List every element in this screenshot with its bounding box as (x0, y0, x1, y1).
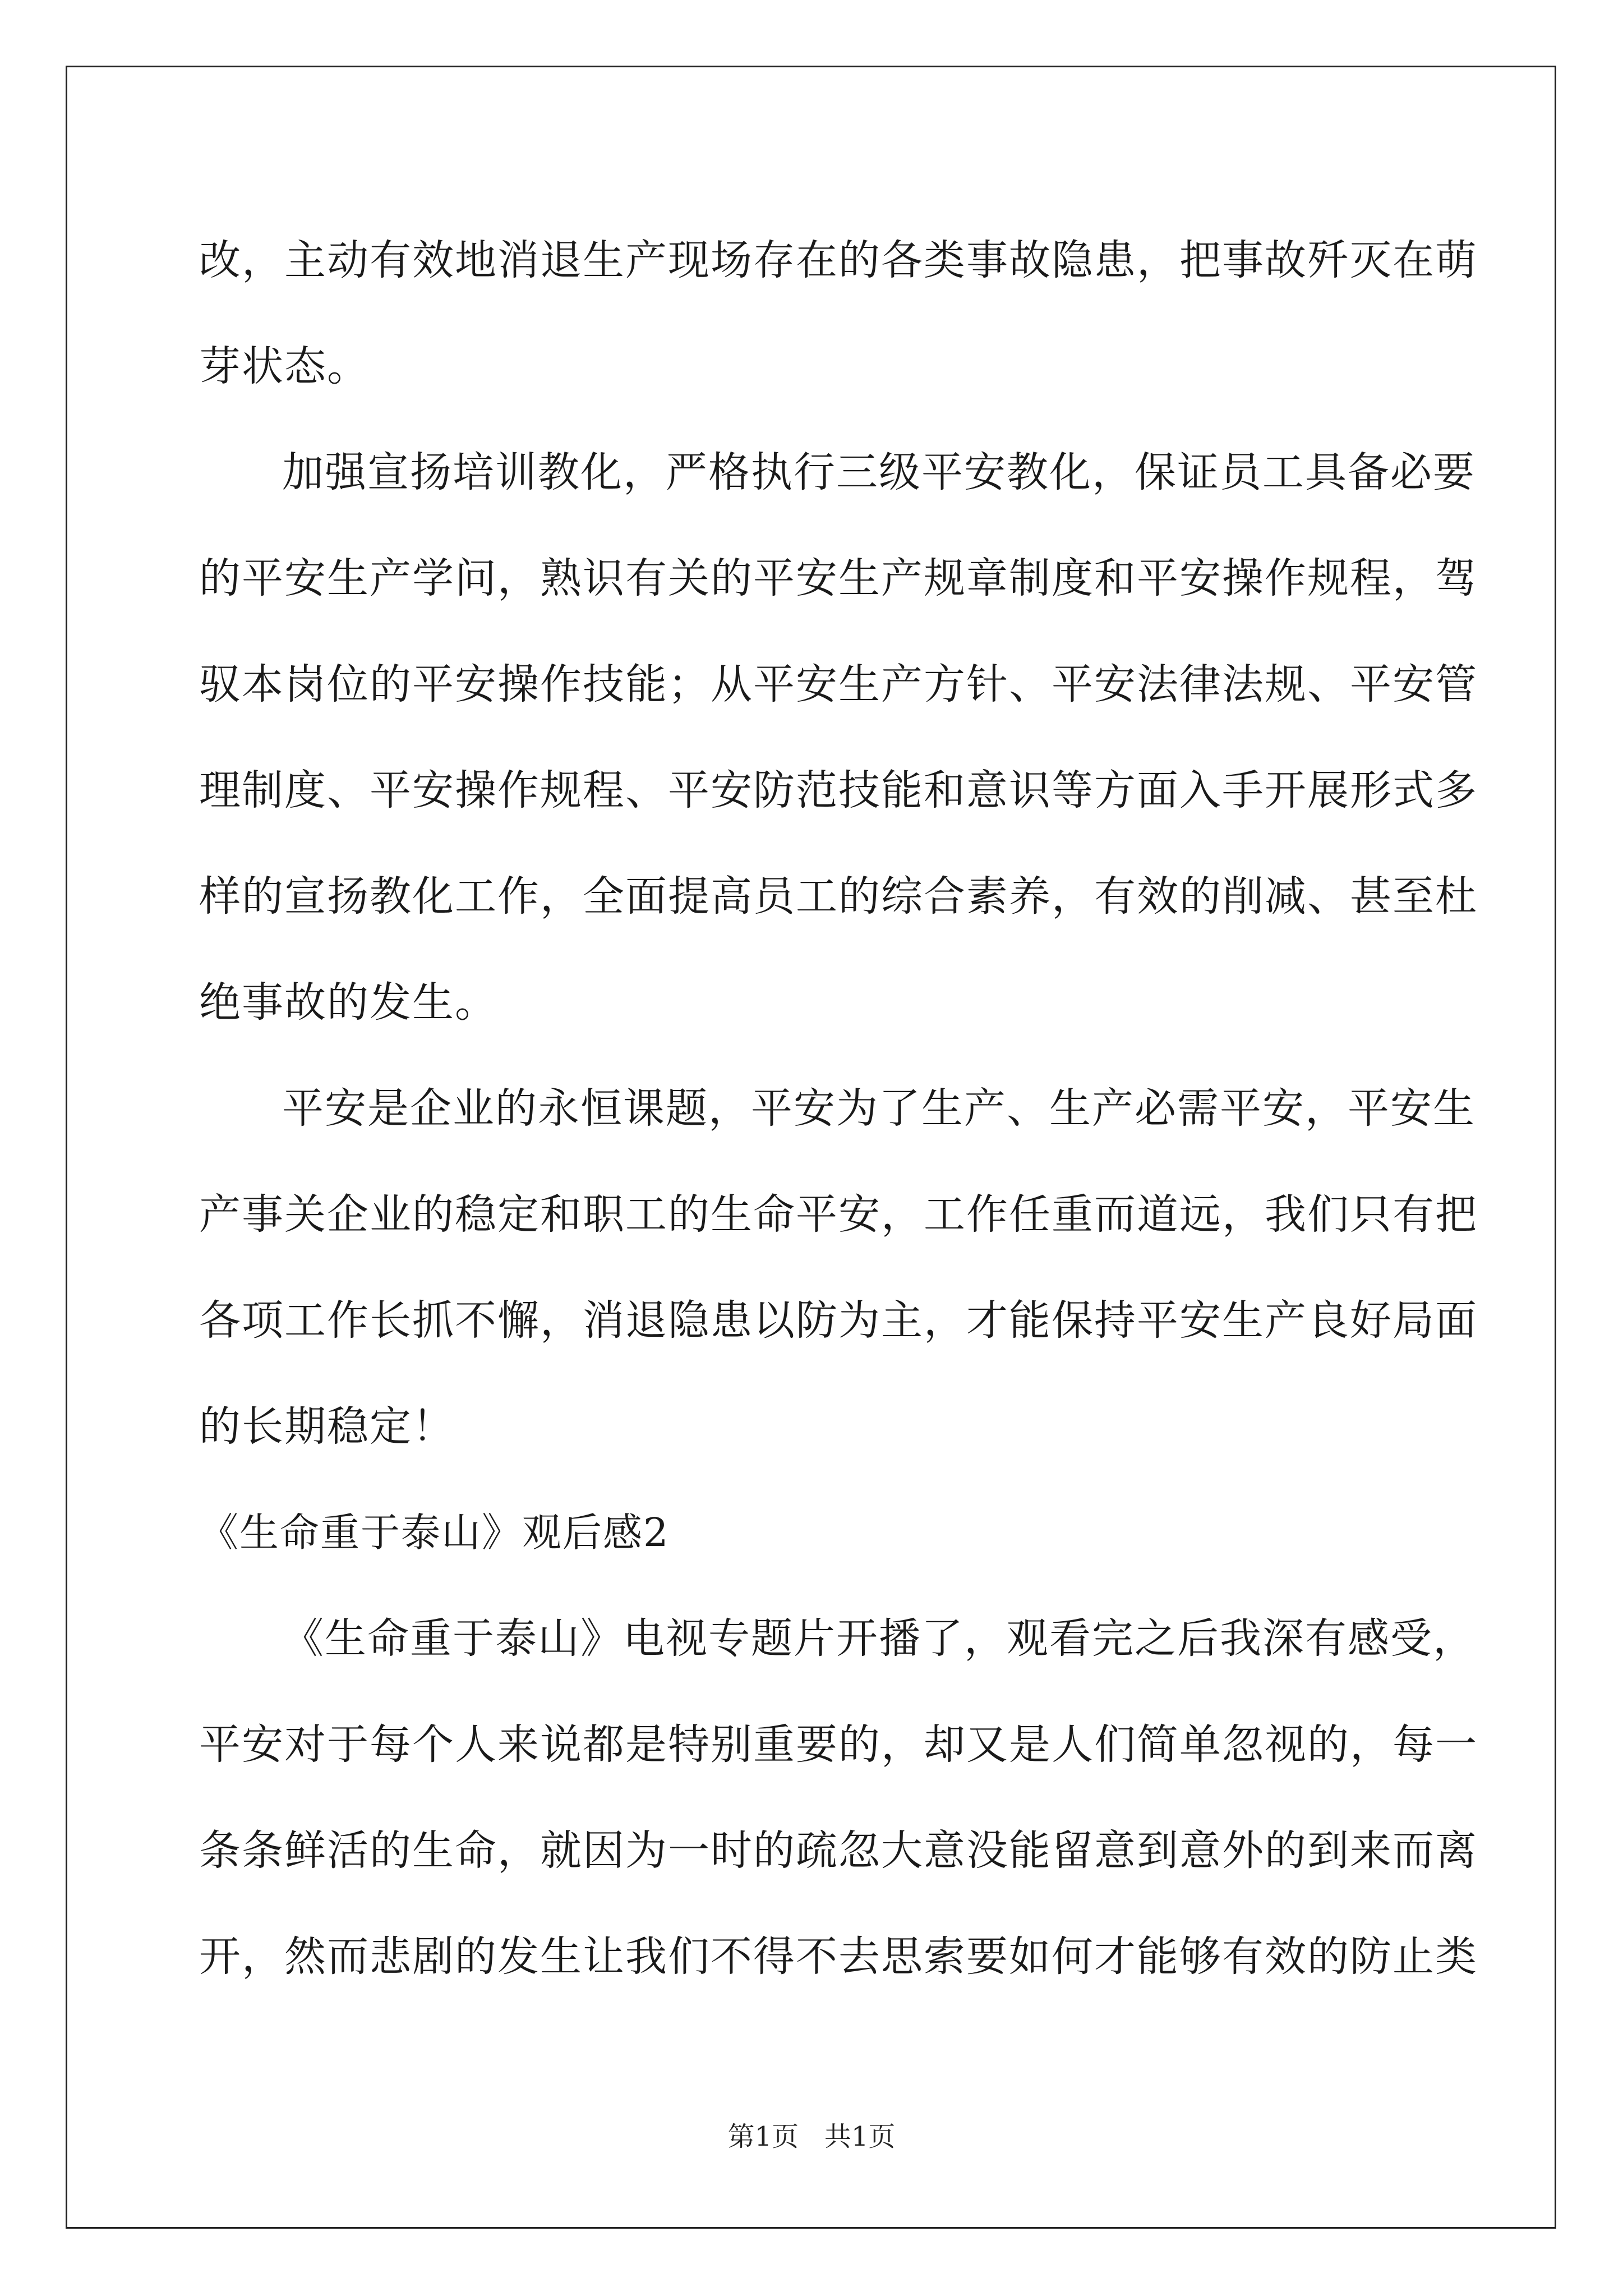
text-line: 理制度、平安操作规程、平安防范技能和意识等方面入手开展形式多 (199, 766, 1478, 815)
paragraph-start-line: 平安是企业的永恒课题，平安为了生产、生产必需平安，平安生 (282, 1084, 1476, 1133)
text-line: 驭本岗位的平安操作技能；从平安生产方针、平安法律法规、平安管 (199, 660, 1478, 708)
text-line: 条条鲜活的生命，就因为一时的疏忽大意没能留意到意外的到来而离 (199, 1826, 1478, 1875)
text-line: 改，主动有效地消退生产现场存在的各类事故隐患，把事故歼灭在萌 (199, 236, 1478, 284)
text-line: 平安对于每个人来说都是特别重要的，却又是人们简单忽视的，每一 (199, 1720, 1478, 1769)
text-line: 产事关企业的稳定和职工的生命平安，工作任重而道远，我们只有把 (199, 1190, 1478, 1239)
page-total: 共1页 (824, 2121, 896, 2152)
text-line: 的平安生产学问，熟识有关的平安生产规章制度和平安操作规程，驾 (199, 554, 1478, 602)
page-footer (0, 2115, 1623, 2154)
text-line: 芽状态。 (199, 342, 370, 390)
paragraph-start-line: 《生命重于泰山》电视专题片开播了，观看完之后我深有感受， (282, 1614, 1476, 1663)
document-body (199, 208, 1478, 2010)
text-line: 绝事故的发生。 (199, 978, 497, 1027)
text-line: 开，然而悲剧的发生让我们不得不去思索要如何才能够有效的防止类 (199, 1932, 1478, 1981)
page-number: 第1页 (727, 2121, 799, 2152)
text-line: 的长期稳定！ (199, 1402, 455, 1451)
text-line: 各项工作长抓不懈，消退隐患以防为主，才能保持平安生产良好局面 (199, 1296, 1478, 1345)
section-heading: 《生命重于泰山》观后感2 (199, 1510, 670, 1556)
paragraph-start-line: 加强宣扬培训教化，严格执行三级平安教化，保证员工具备必要 (282, 448, 1476, 496)
text-line: 样的宣扬教化工作，全面提高员工的综合素养，有效的削减、甚至杜 (199, 872, 1478, 921)
